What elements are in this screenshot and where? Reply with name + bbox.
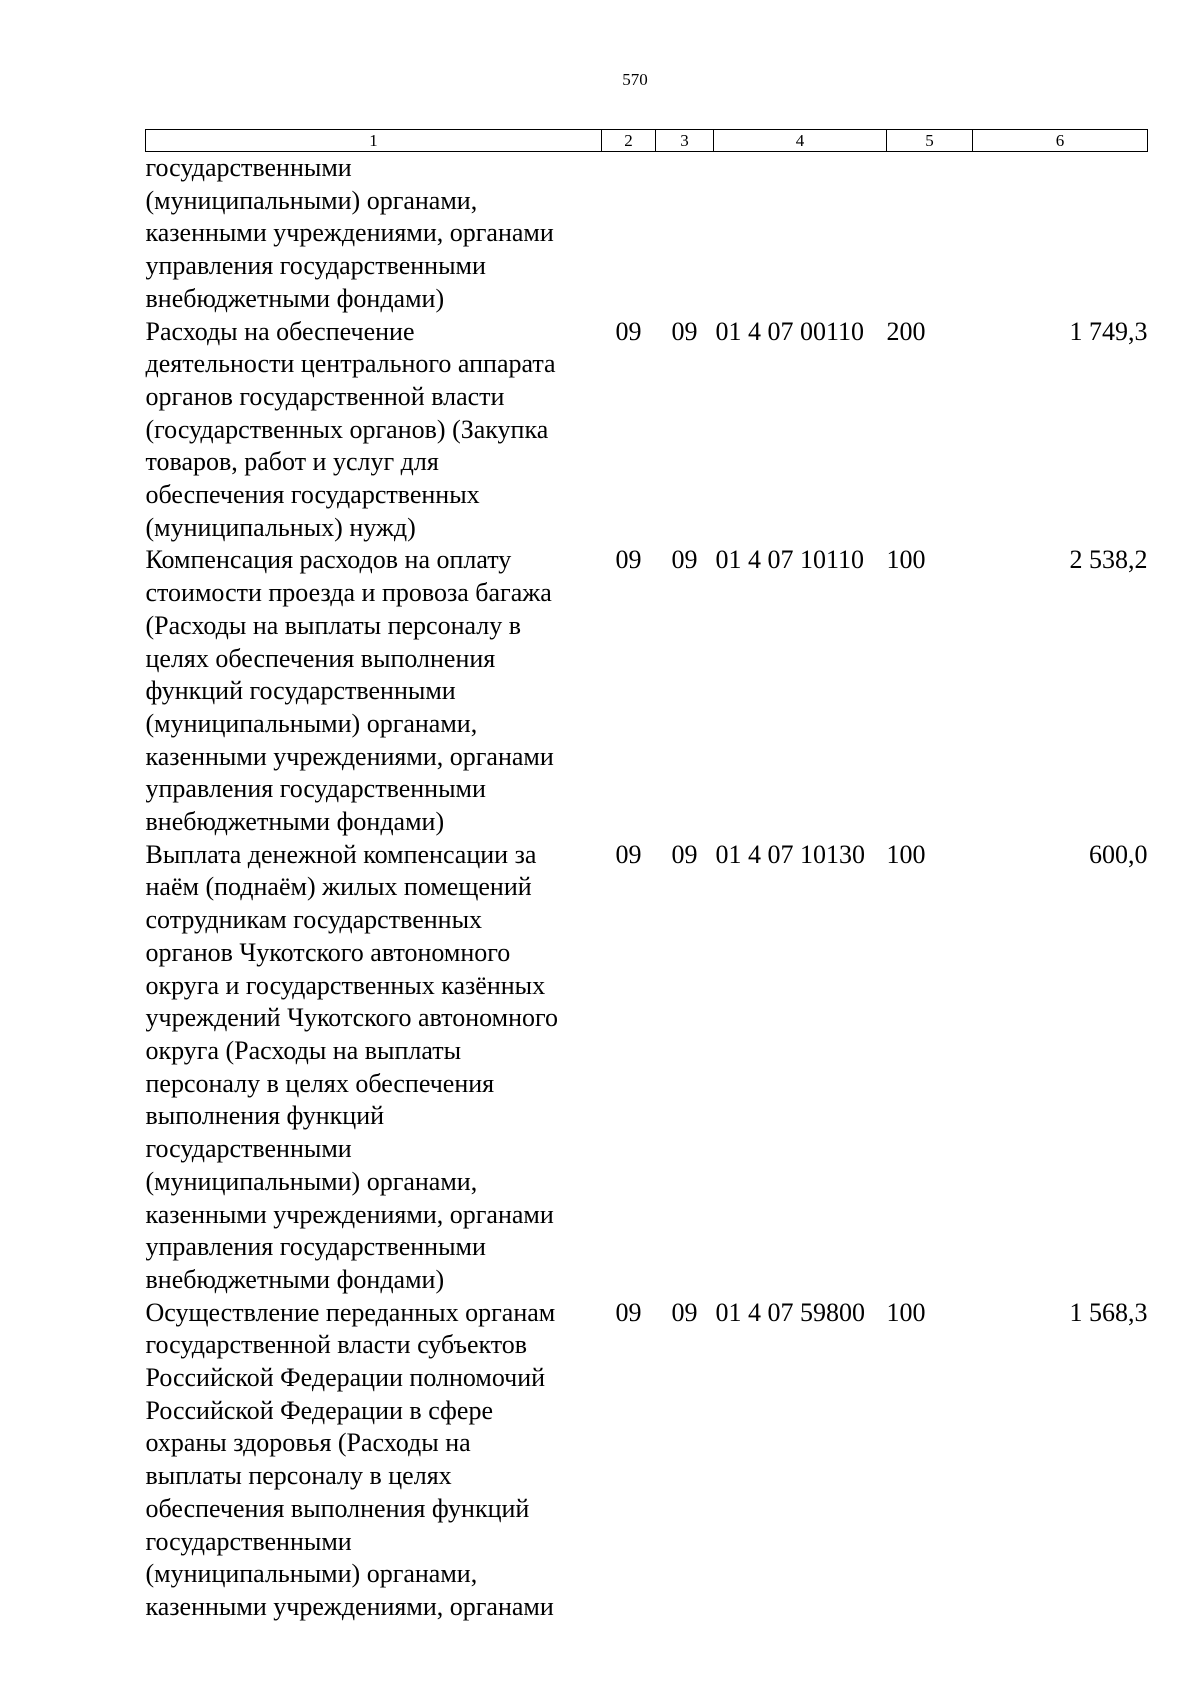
subsection-code xyxy=(656,152,714,316)
subsection-code: 09 xyxy=(671,1297,698,1327)
description-line: казенными учреждениями, органами xyxy=(145,218,554,248)
expense-type-code xyxy=(887,152,973,316)
description-line: выполнения функций xyxy=(145,1101,385,1131)
description-line: округа (Расходы на выплаты xyxy=(145,1035,462,1065)
target-article-code: 01 4 07 00110 xyxy=(715,316,865,346)
row-description xyxy=(146,316,602,545)
header-row xyxy=(146,130,1148,152)
description-line: внебюджетными фондами) xyxy=(145,1264,445,1294)
table-row xyxy=(146,316,1148,545)
amount-value xyxy=(973,152,1148,316)
subsection-code: 09 xyxy=(671,316,698,346)
expense-type-code: 100 xyxy=(886,839,926,869)
description-line: обеспечения государственных xyxy=(145,480,480,510)
amount-value: 2 538,2 xyxy=(1069,545,1148,575)
column-header-1: 1 xyxy=(146,130,602,152)
section-code xyxy=(602,152,656,316)
description-line: наём (поднаём) жилых помещений xyxy=(145,872,532,902)
description-line: казенными учреждениями, органами xyxy=(145,1591,554,1621)
description-line: (муниципальными) органами, xyxy=(145,1559,478,1589)
description-line: органов Чукотского автономного xyxy=(145,937,511,967)
description-line: управления государственными xyxy=(145,251,486,281)
description-line: Расходы на обеспечение xyxy=(145,316,415,346)
column-header-2: 2 xyxy=(602,130,656,152)
description-line: Российской Федерации полномочий xyxy=(145,1363,546,1393)
description-line: учреждений Чукотского автономного xyxy=(145,1003,558,1033)
table-row xyxy=(146,839,1148,1297)
section-code: 09 xyxy=(615,316,642,346)
description-line: Российской Федерации в сфере xyxy=(145,1395,493,1425)
table-header xyxy=(146,130,1148,152)
expense-type-code: 100 xyxy=(886,1297,926,1327)
expense-type-code: 200 xyxy=(886,316,926,346)
description-line: государственной власти субъектов xyxy=(145,1330,528,1360)
subsection-code: 09 xyxy=(671,545,698,575)
description-line: стоимости проезда и провоза багажа xyxy=(145,578,552,608)
description-line: государственными xyxy=(145,1526,352,1556)
description-line: (муниципальными) органами, xyxy=(145,185,478,215)
column-header-3: 3 xyxy=(656,130,714,152)
description-line: органов государственной власти xyxy=(145,381,505,411)
description-line: (государственных органов) (Закупка xyxy=(145,414,549,444)
description-line: казенными учреждениями, органами xyxy=(145,741,554,771)
subsection-code: 09 xyxy=(671,839,698,869)
description-line: сотрудникам государственных xyxy=(145,905,483,935)
description-line: государственными xyxy=(145,153,352,182)
amount-value: 1 568,3 xyxy=(1069,1297,1148,1327)
description-line: Компенсация расходов на оплату xyxy=(145,545,512,575)
row-description xyxy=(146,839,602,1297)
target-article-code: 01 4 07 10130 xyxy=(715,839,865,869)
amount-value: 1 749,3 xyxy=(1069,316,1148,346)
description-line: Осуществление переданных органам xyxy=(145,1297,556,1327)
expense-type-code: 100 xyxy=(886,545,926,575)
page-number: 570 xyxy=(622,70,648,89)
description-line: охраны здоровья (Расходы на xyxy=(145,1428,471,1458)
description-line: обеспечения выполнения функций xyxy=(145,1493,530,1523)
description-line: товаров, работ и услуг для xyxy=(145,447,439,477)
row-description xyxy=(146,152,602,316)
row-description xyxy=(146,544,602,838)
description-line: округа и государственных казённых xyxy=(145,970,546,1000)
table-row xyxy=(146,152,1148,316)
section-code: 09 xyxy=(615,839,642,869)
table-row xyxy=(146,1297,1148,1624)
description-line: функций государственными xyxy=(145,676,456,706)
description-line: внебюджетными фондами) xyxy=(145,283,445,313)
description-line: выплаты персоналу в целях xyxy=(145,1461,452,1491)
description-line: управления государственными xyxy=(145,1232,486,1262)
column-header-6: 6 xyxy=(973,130,1148,152)
description-line: (муниципальных) нужд) xyxy=(145,512,416,542)
description-line: Выплата денежной компенсации за xyxy=(145,839,537,869)
description-line: целях обеспечения выполнения xyxy=(145,643,496,673)
column-header-4: 4 xyxy=(714,130,887,152)
budget-table xyxy=(145,129,1148,1624)
description-line: деятельности центрального аппарата xyxy=(145,349,556,379)
table-row xyxy=(146,544,1148,838)
description-line: (муниципальными) органами, xyxy=(145,708,478,738)
target-article-code xyxy=(714,152,887,316)
column-header-5: 5 xyxy=(887,130,973,152)
description-line: управления государственными xyxy=(145,774,486,804)
description-line: (муниципальными) органами, xyxy=(145,1166,478,1196)
section-code: 09 xyxy=(615,545,642,575)
section-code: 09 xyxy=(615,1297,642,1327)
description-line: персоналу в целях обеспечения xyxy=(145,1068,495,1098)
target-article-code: 01 4 07 59800 xyxy=(715,1297,865,1327)
description-line: государственными xyxy=(145,1134,352,1164)
amount-value: 600,0 xyxy=(1089,839,1148,869)
description-line: казенными учреждениями, органами xyxy=(145,1199,554,1229)
description-line: внебюджетными фондами) xyxy=(145,807,445,837)
description-line: (Расходы на выплаты персоналу в xyxy=(145,610,522,640)
row-description xyxy=(146,1297,602,1624)
table-body xyxy=(146,152,1148,1624)
target-article-code: 01 4 07 10110 xyxy=(715,545,865,575)
